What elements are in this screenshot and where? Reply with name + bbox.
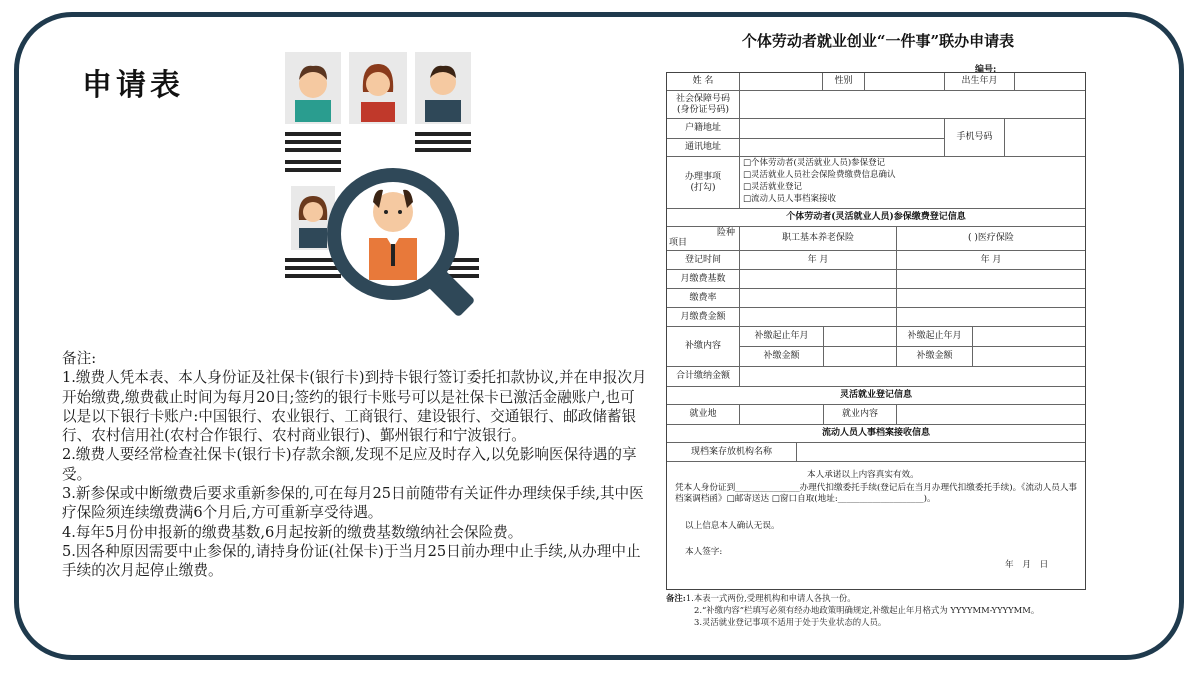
field-birth[interactable] <box>1015 73 1085 91</box>
footnote-label: 备注: <box>666 593 686 603</box>
label-supp-amount: 补缴金额 <box>897 347 973 367</box>
field-amount-medical[interactable] <box>897 308 1085 327</box>
notes-block <box>62 349 647 581</box>
form-number-label: 编号: <box>975 65 997 75</box>
slide-title: 申请表 <box>82 68 184 103</box>
field-emp-content[interactable] <box>897 405 1085 425</box>
note-item: 2.缴费人要经常检查社保卡(银行卡)存款余额,发现不足应及时存入,以免影响医保待遇的享受。 <box>62 446 637 483</box>
label-base: 月缴费基数 <box>667 270 740 289</box>
matter-option[interactable]: □个体劳动者(灵活就业人员)参保登记 <box>743 158 886 168</box>
label-address: 通讯地址 <box>667 139 740 157</box>
label-insurance-type: 险种 <box>716 228 735 238</box>
application-form <box>666 72 1086 590</box>
label-supp-amount: 补缴金额 <box>740 347 824 367</box>
declaration-text: 凭本人身份证到_______________办理代扣缴委托手续(登记后在当月办理代扣缴委托手续)。《流动人员人事档案调档函》□邮寄送达 □窗口自取(地址:____________________)。 <box>675 483 1078 504</box>
field-name[interactable] <box>740 73 823 91</box>
field-total[interactable] <box>740 367 1085 387</box>
avatar-woman-icon <box>349 52 407 124</box>
label-amount: 月缴费金额 <box>667 308 740 327</box>
footnote-item: 2.“补缴内容”栏填写必须有经办地政策明确规定,补缴起止年月格式为 YYYYMM-YYYYMM。 <box>694 605 1040 615</box>
label-name: 姓 名 <box>667 73 740 91</box>
field-hukou[interactable] <box>740 119 945 139</box>
matter-option[interactable]: □灵活就业人员社会保险费缴费信息确认 <box>743 170 896 180</box>
footnote-item: 3.灵活就业登记事项不适用于处于失业状态的人员。 <box>694 617 887 627</box>
matter-option[interactable]: □灵活就业登记 <box>743 182 803 192</box>
field-base-medical[interactable] <box>897 270 1085 289</box>
label-matters: 办理事项 (打勾) <box>667 157 740 209</box>
label-reg-time: 登记时间 <box>667 251 740 270</box>
field-reg-time-medical[interactable]: 年 月 <box>897 251 1085 270</box>
avatar-man-icon <box>285 52 341 124</box>
signature-date: 年 月 日 <box>1005 560 1049 570</box>
note-item: 1.缴费人凭本表、本人身份证及社保卡(银行卡)到持卡银行签订委托扣款协议,并在申报次月开始缴费,缴费截止时间为每月20日;签约的银行卡账号可以是社保卡已激活金融账户,也可以是以下银行卡账户:中国银行、农业银行、工商银行、建设银行、交通银行、邮政储蓄银行、农村信用社(农村合作银行、农村商业银行)、鄞州银行和宁波银行。 <box>62 369 647 445</box>
section-archive-heading: 流动人员人事档案接收信息 <box>667 425 1085 443</box>
label-emp-content: 就业内容 <box>824 405 897 425</box>
field-rate-pension[interactable] <box>740 289 897 308</box>
avatar-man2-icon <box>415 52 471 124</box>
label-supp-period: 补缴起止年月 <box>740 327 824 347</box>
label-emp-place: 就业地 <box>667 405 740 425</box>
label-archive-org: 现档案存放机构名称 <box>667 443 797 462</box>
field-supp-period-pension[interactable] <box>824 327 897 347</box>
field-supp-amount-pension[interactable] <box>824 347 897 367</box>
field-reg-time-pension[interactable]: 年 月 <box>740 251 897 270</box>
field-ss-no[interactable] <box>740 91 1085 119</box>
section-employment-heading: 灵活就业登记信息 <box>667 387 1085 405</box>
label-pension: 职工基本养老保险 <box>740 227 897 251</box>
label-birth: 出生年月 <box>945 73 1015 91</box>
field-amount-pension[interactable] <box>740 308 897 327</box>
field-phone[interactable] <box>1005 119 1085 157</box>
field-archive-org[interactable] <box>797 443 1085 462</box>
label-supplement: 补缴内容 <box>667 327 740 367</box>
note-item: 3.新参保或中断缴费后要求重新参保的,可在每月25日前随带有关证件办理续保手续,其中医疗保险须连续缴费满6个月后,方可重新享受待遇。 <box>62 485 644 522</box>
notes-heading: 备注: <box>62 350 97 367</box>
magnifier-icon <box>327 168 475 317</box>
field-supp-period-medical[interactable] <box>973 327 1085 347</box>
label-hukou: 户籍地址 <box>667 119 740 139</box>
field-supp-amount-medical[interactable] <box>973 347 1085 367</box>
section-insurance-heading: 个体劳动者(灵活就业人员)参保缴费登记信息 <box>667 209 1085 227</box>
field-base-pension[interactable] <box>740 270 897 289</box>
resume-magnifier-illustration <box>283 52 493 332</box>
footnote-item: 1.本表一式两份,受理机构和申请人各执一份。 <box>685 593 856 603</box>
label-item: 项目 <box>669 238 688 248</box>
label-ss-no: 社会保障号码 (身份证号码) <box>667 91 740 119</box>
form-title: 个体劳动者就业创业“一件事”联办申请表 <box>741 32 1015 50</box>
matter-option[interactable]: □流动人员人事档案接收 <box>743 194 837 204</box>
note-item: 5.因各种原因需要中止参保的,请持身份证(社保卡)于当月25日前办理中止手续,从办理中止手续的次月起停止缴费。 <box>62 542 641 580</box>
declaration-confirm: 以上信息本人确认无误。 <box>685 521 780 531</box>
label-gender: 性别 <box>823 73 865 91</box>
field-rate-medical[interactable] <box>897 289 1085 308</box>
label-phone: 手机号码 <box>945 119 1005 157</box>
note-item: 4.每年5月份申报新的缴费基数,6月起按新的缴费基数缴纳社会保险费。 <box>62 523 523 541</box>
label-supp-period: 补缴起止年月 <box>897 327 973 347</box>
label-rate: 缴费率 <box>667 289 740 308</box>
signature-label[interactable]: 本人签字: <box>685 547 723 557</box>
declaration-promise: 本人承诺以上内容真实有效。 <box>807 470 919 480</box>
label-type-item <box>667 227 740 251</box>
label-total: 合计缴纳金额 <box>667 367 740 387</box>
field-emp-place[interactable] <box>740 405 824 425</box>
form-footnotes <box>666 592 1096 628</box>
field-address[interactable] <box>740 139 945 157</box>
field-gender[interactable] <box>865 73 945 91</box>
label-medical: ( )医疗保险 <box>897 227 1085 251</box>
